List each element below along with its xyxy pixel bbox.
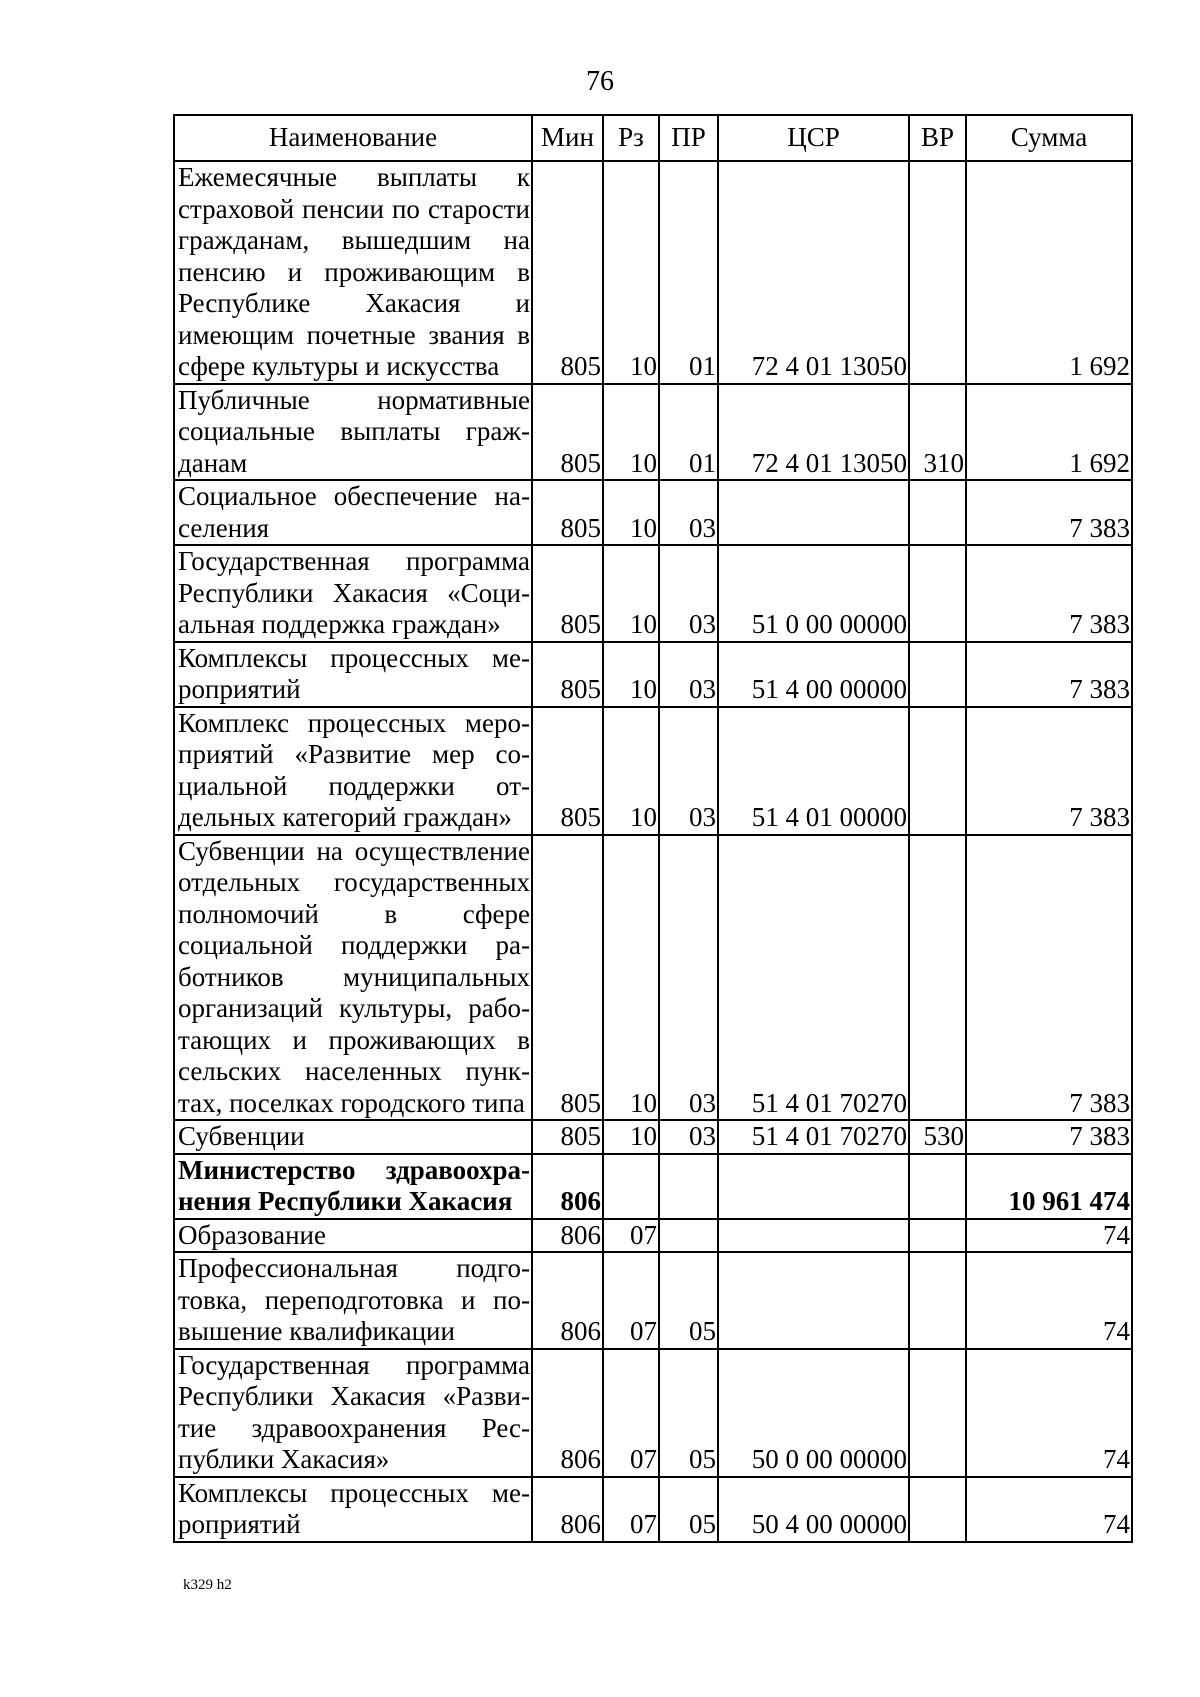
cell-sum: 7 383 [966,835,1132,1121]
cell-csr: 72 4 01 13050 [718,384,909,481]
table-body [174,161,1132,1542]
cell-vr [909,835,966,1121]
footer-code: k329 h2 [183,1577,232,1593]
cell-pr: 05 [659,1477,718,1542]
cell-sum: 74 [966,1349,1132,1477]
cell-name: Субвенции [174,1120,532,1154]
cell-min: 805 [532,161,603,384]
cell-vr [909,707,966,835]
cell-name: Публичные нормативные социальные выплаты гражданам [174,384,532,481]
table-row [174,161,1132,384]
cell-csr [718,1219,909,1253]
cell-min: 805 [532,384,603,481]
table-row [174,1252,1132,1349]
cell-vr [909,1477,966,1542]
cell-csr: 51 4 01 70270 [718,1120,909,1154]
cell-sum: 10 961 474 [966,1154,1132,1219]
cell-vr [909,1349,966,1477]
cell-pr: 03 [659,642,718,707]
cell-name: Комплексы процессных мероприятий [174,1477,532,1542]
cell-rz: 10 [603,642,659,707]
cell-name: Социальное обеспечение населения [174,480,532,545]
cell-name: Субвенции на осуществление отдельных государственных полномочий в сфере социальной поддержки работников муниципальных организаций культуры, работающих и проживающих в сельских населенных пунктах, поселках городского типа [174,835,532,1121]
header-sum: Сумма [966,115,1132,161]
cell-sum: 7 383 [966,1120,1132,1154]
cell-vr [909,161,966,384]
cell-name: Государственная программа Республики Хакасия «Развитие здравоохранения Республики Хакасия» [174,1349,532,1477]
cell-csr: 51 4 01 70270 [718,835,909,1121]
cell-vr [909,642,966,707]
cell-pr: 01 [659,161,718,384]
cell-csr [718,1252,909,1349]
cell-min: 806 [532,1349,603,1477]
header-rz: Рз [603,115,659,161]
cell-min: 805 [532,1120,603,1154]
table-row [174,384,1132,481]
cell-name: Комплексы процессных мероприятий [174,642,532,707]
header-csr: ЦСР [718,115,909,161]
cell-vr [909,1154,966,1219]
header-name: Наименование [174,115,532,161]
cell-csr: 50 0 00 00000 [718,1349,909,1477]
cell-rz: 10 [603,161,659,384]
cell-csr: 51 4 01 00000 [718,707,909,835]
cell-csr: 51 0 00 00000 [718,545,909,642]
cell-rz [603,1154,659,1219]
cell-pr: 03 [659,707,718,835]
cell-pr: 05 [659,1252,718,1349]
cell-min: 805 [532,707,603,835]
table-row [174,1477,1132,1542]
cell-rz: 07 [603,1477,659,1542]
cell-pr [659,1219,718,1253]
cell-sum: 1 692 [966,384,1132,481]
cell-vr: 310 [909,384,966,481]
cell-rz: 10 [603,707,659,835]
cell-sum: 7 383 [966,642,1132,707]
table-row [174,1154,1132,1219]
table-row [174,707,1132,835]
table-row [174,480,1132,545]
header-vr: ВР [909,115,966,161]
cell-name: Образование [174,1219,532,1253]
cell-csr [718,480,909,545]
table-row [174,835,1132,1121]
table-row [174,1219,1132,1253]
budget-table [173,114,1133,1543]
table-row [174,1120,1132,1154]
cell-vr [909,480,966,545]
table-row [174,1349,1132,1477]
cell-pr: 03 [659,545,718,642]
cell-rz: 10 [603,1120,659,1154]
cell-rz: 10 [603,545,659,642]
cell-min: 806 [532,1154,603,1219]
cell-csr: 51 4 00 00000 [718,642,909,707]
table-row [174,545,1132,642]
cell-rz: 10 [603,480,659,545]
cell-vr [909,1219,966,1253]
cell-rz: 07 [603,1252,659,1349]
cell-pr: 05 [659,1349,718,1477]
cell-name: Министерство здравоохранения Республики Хакасия [174,1154,532,1219]
cell-min: 805 [532,480,603,545]
cell-sum: 7 383 [966,707,1132,835]
cell-vr [909,1252,966,1349]
cell-sum: 7 383 [966,480,1132,545]
cell-sum: 74 [966,1219,1132,1253]
cell-rz: 10 [603,835,659,1121]
cell-rz: 07 [603,1219,659,1253]
header-pr: ПР [659,115,718,161]
page-number: 76 [586,66,614,97]
cell-pr: 01 [659,384,718,481]
table-row [174,642,1132,707]
cell-name: Государственная программа Республики Хакасия «Социальная поддержка граждан» [174,545,532,642]
cell-vr: 530 [909,1120,966,1154]
cell-csr: 50 4 00 00000 [718,1477,909,1542]
cell-vr [909,545,966,642]
cell-name: Профессиональная подготовка, переподготовка и повышение квалификации [174,1252,532,1349]
cell-sum: 1 692 [966,161,1132,384]
cell-pr [659,1154,718,1219]
cell-csr [718,1154,909,1219]
cell-rz: 10 [603,384,659,481]
cell-sum: 74 [966,1252,1132,1349]
cell-pr: 03 [659,480,718,545]
cell-min: 805 [532,835,603,1121]
cell-min: 806 [532,1219,603,1253]
cell-csr: 72 4 01 13050 [718,161,909,384]
cell-pr: 03 [659,835,718,1121]
header-min: Мин [532,115,603,161]
cell-name: Ежемесячные выплаты к страховой пенсии по старости гражданам, вышедшим на пенсию и проживающим в Республике Хакасия и имеющим почетные звания в сфере культуры и искусства [174,161,532,384]
cell-name: Комплекс процессных мероприятий «Развитие мер социальной поддержки отдельных категорий граждан» [174,707,532,835]
table-header-row [174,115,1132,161]
cell-rz: 07 [603,1349,659,1477]
cell-sum: 7 383 [966,545,1132,642]
cell-min: 806 [532,1477,603,1542]
cell-min: 805 [532,545,603,642]
cell-pr: 03 [659,1120,718,1154]
cell-min: 806 [532,1252,603,1349]
cell-sum: 74 [966,1477,1132,1542]
cell-min: 805 [532,642,603,707]
